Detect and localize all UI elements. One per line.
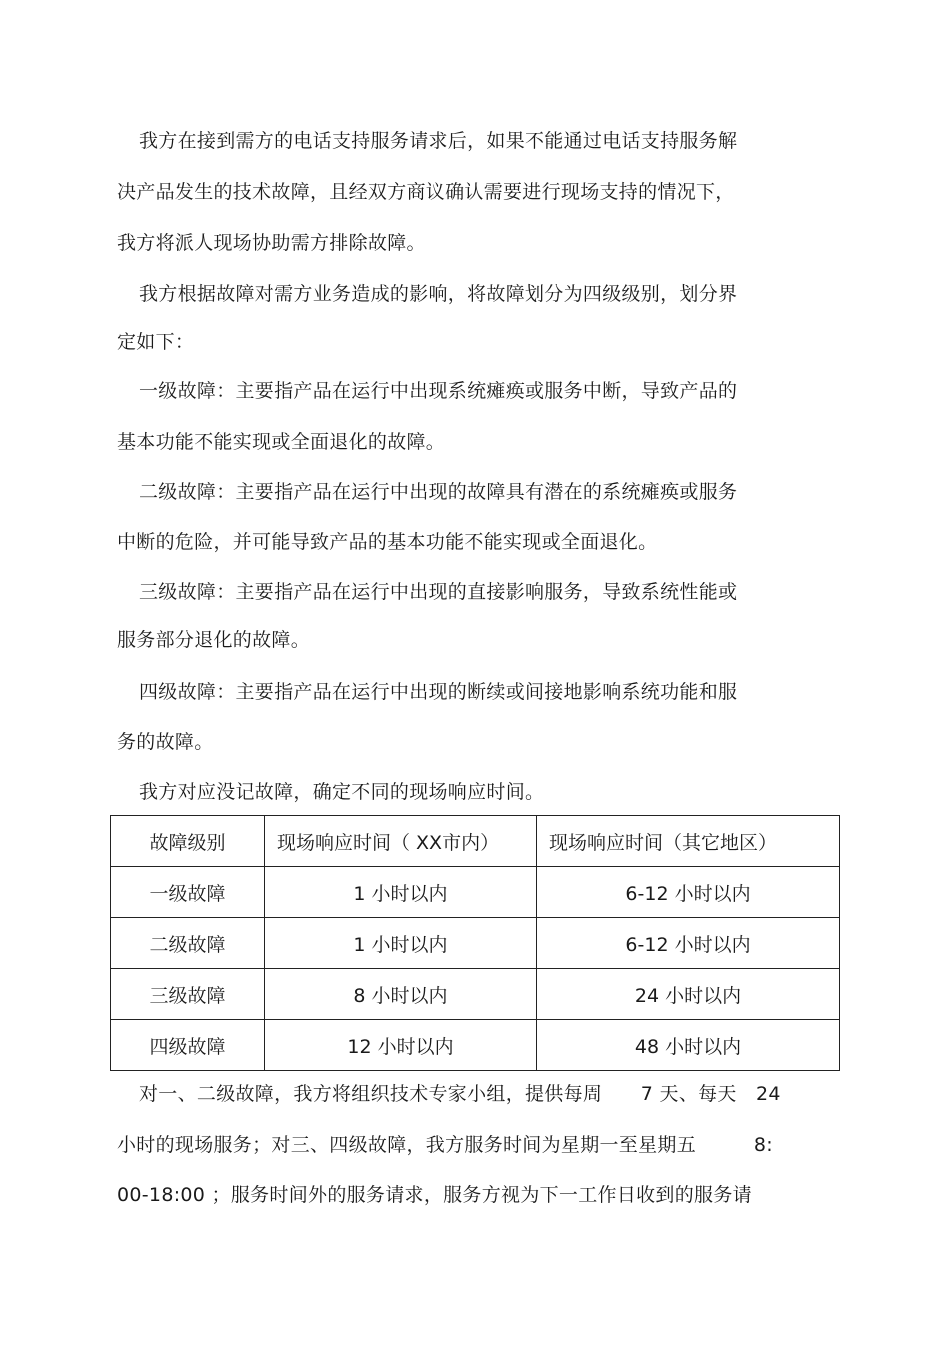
header-other-response: 现场响应时间（其它地区） [537,816,840,867]
cell-other-response: 6-12 小时以内 [537,918,840,969]
paragraph-level3-line-2: 服务部分退化的故障。 [117,629,311,651]
paragraph-fault-levels-line-2: 定如下： [117,331,195,353]
cell-fault-level: 一级故障 [111,867,265,918]
table-header-row [111,816,840,867]
paragraph-level1-line-1: 一级故障：主要指产品在运行中出现系统瘫痪或服务中断，导致产品的 [139,380,738,402]
paragraph-level2-line-1: 二级故障：主要指产品在运行中出现的故障具有潜在的系统瘫痪或服务 [139,481,738,503]
paragraph-service-hours-line-3: 00-18:00 ；服务时间外的服务请求，服务方视为下一工作日收到的服务请 [117,1184,752,1206]
paragraph-service-hours-line-2: 小时的现场服务；对三、四级故障，我方服务时间为星期一至星期五 8: [117,1134,773,1156]
table-row [111,1020,840,1071]
paragraph-onsite-support-line-2: 决产品发生的技术故障，且经双方商议确认需要进行现场支持的情况下， [117,181,735,203]
paragraph-onsite-support-line-3: 我方将派人现场协助需方排除故障。 [117,232,426,254]
header-fault-level: 故障级别 [111,816,265,867]
cell-fault-level: 二级故障 [111,918,265,969]
header-local-response: 现场响应时间（ XX市内） [265,816,537,867]
paragraph-onsite-support-line-1: 我方在接到需方的电话支持服务请求后，如果不能通过电话支持服务解 [139,130,738,152]
paragraph-table-intro: 我方对应没记故障，确定不同的现场响应时间。 [139,781,545,803]
paragraph-fault-levels-line-1: 我方根据故障对需方业务造成的影响，将故障划分为四级级别，划分界 [139,283,738,305]
cell-fault-level: 三级故障 [111,969,265,1020]
response-time-table [110,815,840,1071]
cell-local-response: 12 小时以内 [265,1020,537,1071]
paragraph-level4-line-1: 四级故障：主要指产品在运行中出现的断续或间接地影响系统功能和服 [139,681,738,703]
table-row [111,918,840,969]
cell-local-response: 1 小时以内 [265,867,537,918]
paragraph-level2-line-2: 中断的危险，并可能导致产品的基本功能不能实现或全面退化。 [117,531,658,553]
paragraph-level3-line-1: 三级故障：主要指产品在运行中出现的直接影响服务，导致系统性能或 [139,581,738,603]
cell-other-response: 6-12 小时以内 [537,867,840,918]
table-row [111,867,840,918]
cell-other-response: 24 小时以内 [537,969,840,1020]
paragraph-level4-line-2: 务的故障。 [117,731,214,753]
paragraph-service-hours-line-1: 对一、二级故障，我方将组织技术专家小组，提供每周 7 天、每天 24 [139,1083,781,1105]
table-row [111,969,840,1020]
cell-other-response: 48 小时以内 [537,1020,840,1071]
cell-fault-level: 四级故障 [111,1020,265,1071]
cell-local-response: 8 小时以内 [265,969,537,1020]
paragraph-level1-line-2: 基本功能不能实现或全面退化的故障。 [117,431,446,453]
cell-local-response: 1 小时以内 [265,918,537,969]
